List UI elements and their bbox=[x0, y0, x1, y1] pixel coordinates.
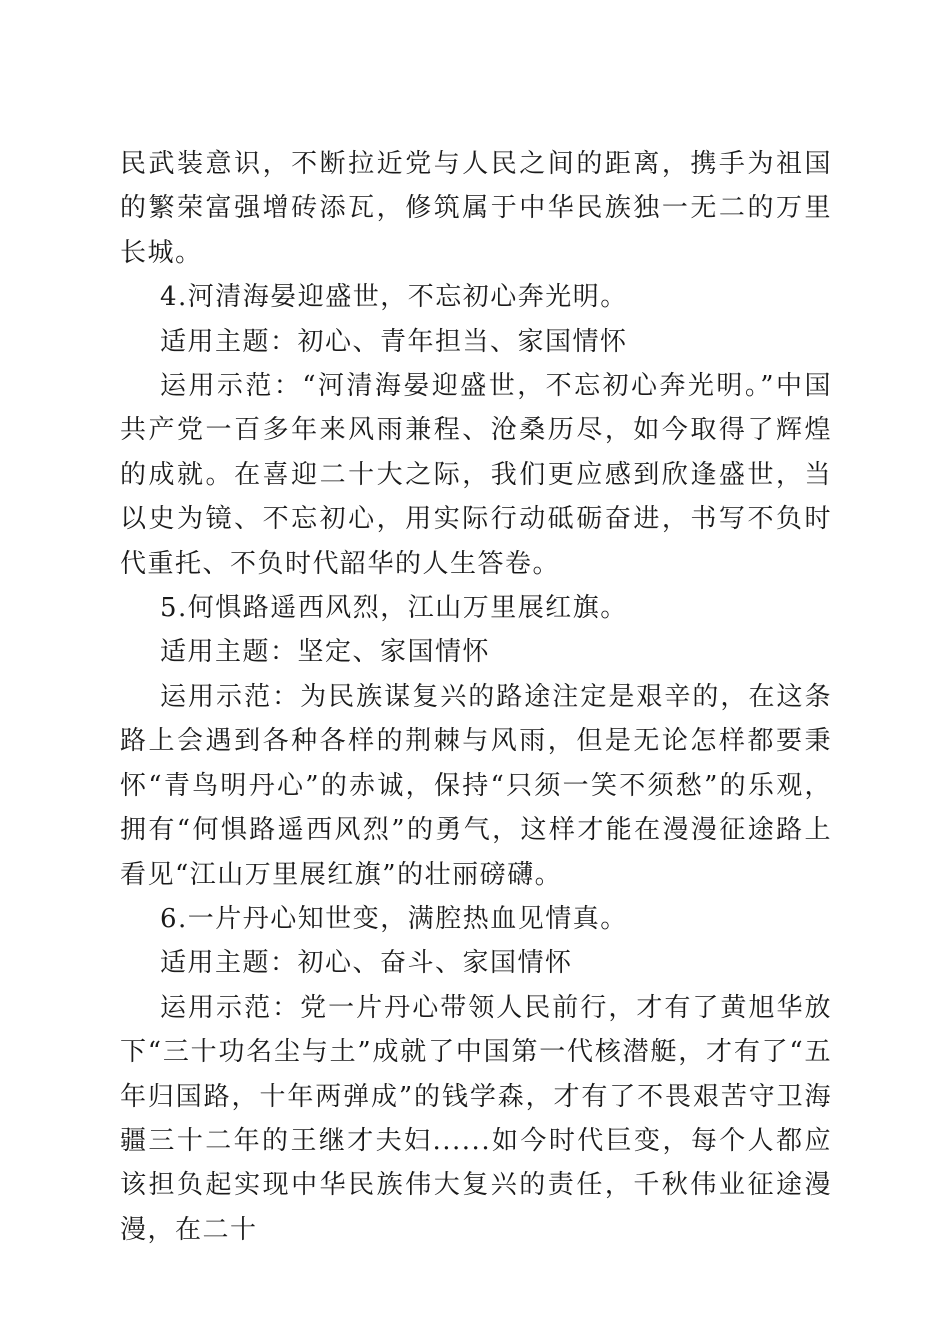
example-item-6: 运用示范：党一片丹心带领人民前行，才有了黄旭华放下“三十功名尘与土”成就了中国第一代核潜艇，才有了“五年归国路，十年两弹成”的钱学森，才有了不畏艰苦守卫海疆三十二年的王继才夫妇......如今时代巨变，每个人都应该担负起实现中华民族伟大复兴的责任，千秋伟业征途漫漫，在二十 bbox=[120, 992, 832, 1245]
heading-item-4: 4.河清海晏迎盛世，不忘初心奔光明。 bbox=[160, 282, 628, 313]
heading-item-6: 6.一片丹心知世变，满腔热血见情真。 bbox=[160, 903, 628, 934]
example-item-4: 运用示范：“河清海晏迎盛世，不忘初心奔光明。”中国共产党一百多年来风雨兼程、沧桑历尽，如今取得了辉煌的成就。在喜迎二十大之际，我们更应感到欣逢盛世，当以史为镜、不忘初心，用实际行动砥砺奋进，书写不负时代重托、不负时代韶华的人生答卷。 bbox=[120, 371, 832, 579]
theme-item-4: 适用主题：初心、青年担当、家国情怀 bbox=[160, 326, 628, 357]
heading-item-5: 5.何惧路遥西风烈，江山万里展红旗。 bbox=[160, 593, 628, 624]
paragraph-continuation: 民武装意识，不断拉近党与人民之间的距离，携手为祖国的繁荣富强增砖添瓦，修筑属于中华民族独一无二的万里长城。 bbox=[120, 149, 832, 268]
example-item-5: 运用示范：为民族谋复兴的路途注定是艰辛的，在这条路上会遇到各种各样的荆棘与风雨，但是无论怎样都要秉怀“青鸟明丹心”的赤诚，保持“只须一笑不须愁”的乐观，拥有“何惧路遥西风烈”的勇气，这样才能在漫漫征途路上看见“江山万里展红旗”的壮丽磅礴。 bbox=[120, 681, 832, 890]
document-body bbox=[120, 142, 832, 1252]
theme-item-5: 适用主题：坚定、家国情怀 bbox=[160, 637, 491, 668]
theme-item-6: 适用主题：初心、奋斗、家国情怀 bbox=[160, 948, 573, 979]
